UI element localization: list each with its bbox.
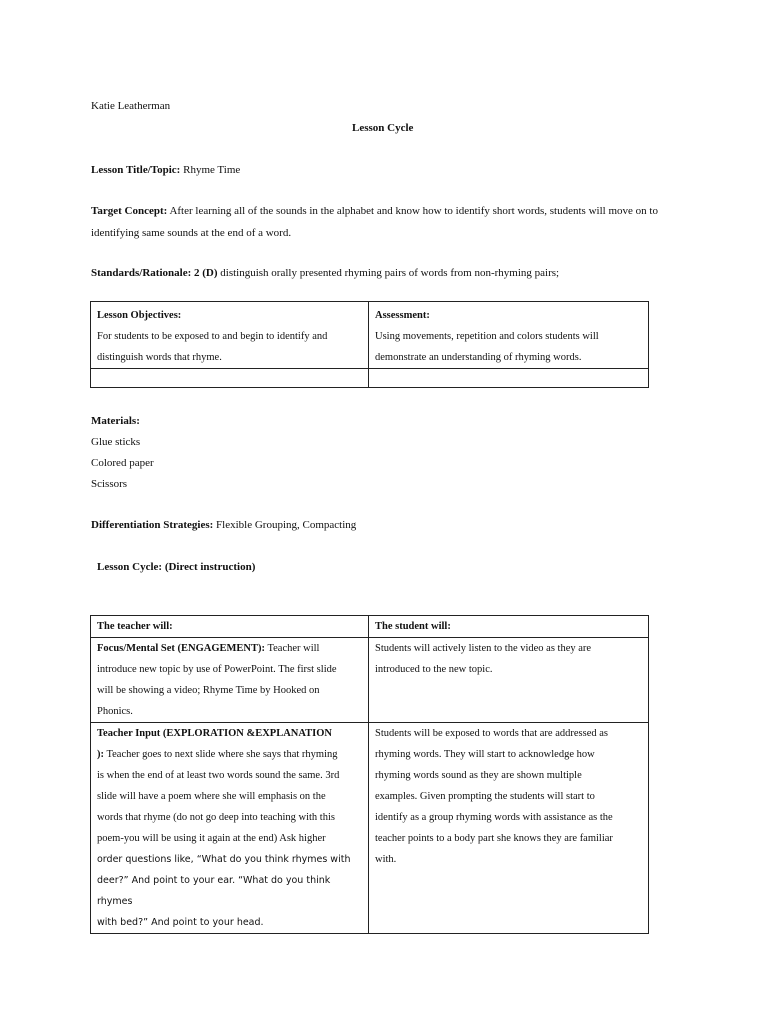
input-student-line: rhyming words sound as they are shown multiple [375, 770, 582, 781]
standards-label: Standards/Rationale: 2 (D) [91, 267, 218, 279]
assessment-line2: demonstrate an understanding of rhyming words. [375, 352, 582, 363]
input-student-line: identify as a group rhyming words with assistance as the [375, 812, 613, 823]
target-concept-row [91, 205, 658, 217]
focus-student-cell [369, 638, 649, 723]
lesson-title-row [91, 164, 240, 176]
assessment-cell [369, 302, 649, 369]
focus-student-line: Students will actively listen to the video as they are [375, 643, 592, 654]
lesson-cycle-table [90, 615, 649, 934]
assessment-header: Assessment: [375, 310, 430, 321]
target-concept-line2: identifying same sounds at the end of a word. [91, 227, 292, 239]
input-student-line: teacher points to a body part she knows they are familiar [375, 833, 613, 844]
focus-student-line: introduced to the new topic. [375, 664, 493, 675]
table-row [91, 302, 649, 369]
standards-value: distinguish orally presented rhyming pairs of words from non-rhyming pairs; [220, 267, 560, 279]
materials-label: Materials: [91, 415, 140, 427]
target-concept-label: Target Concept: [91, 205, 168, 217]
author-name: Katie Leatherman [91, 100, 171, 112]
differentiation-label: Differentiation Strategies: [91, 519, 214, 531]
lesson-title-value: Rhyme Time [183, 164, 241, 176]
input-teacher-line: is when the end of at least two words sound the same. 3rd [97, 770, 340, 781]
focus-teacher-line: introduce new topic by use of PowerPoint. The first slide [97, 664, 337, 675]
lesson-title-label: Lesson Title/Topic: [91, 164, 181, 176]
differentiation-row [91, 519, 356, 531]
input-teacher-line: Teacher goes to next slide where she says that rhyming [106, 749, 338, 760]
input-student-line: with. [375, 854, 397, 865]
assessment-line1: Using movements, repetition and colors students will [375, 331, 599, 342]
input-teacher-line: deer?” And point to your ear. “What do you think rhymes [97, 875, 331, 907]
lesson-cycle-heading: Lesson Cycle: (Direct instruction) [97, 561, 256, 573]
focus-label: Focus/Mental Set (ENGAGEMENT): [97, 643, 265, 654]
input-student-line: rhyming words. They will start to acknowledge how [375, 749, 595, 760]
input-teacher-line: order questions like, “What do you think rhymes with [97, 854, 351, 865]
materials-item: Scissors [91, 478, 128, 490]
input-teacher-cell [91, 723, 369, 934]
student-header: The student will: [369, 616, 649, 638]
empty-cell [91, 369, 369, 388]
input-teacher-line: with bed?” And point to your head. [97, 917, 264, 928]
table-row [91, 369, 649, 388]
differentiation-value: Flexible Grouping, Compacting [216, 519, 357, 531]
input-teacher-line: slide will have a poem where she will emphasis on the [97, 791, 326, 802]
input-student-line: examples. Given prompting the students will start to [375, 791, 595, 802]
input-teacher-line: poem-you will be using it again at the end) Ask higher [97, 833, 326, 844]
teacher-header: The teacher will: [91, 616, 369, 638]
document-title: Lesson Cycle [352, 122, 414, 134]
input-label: Teacher Input (EXPLORATION &EXPLANATION [97, 728, 333, 739]
objectives-table [90, 301, 649, 388]
materials-item: Colored paper [91, 457, 154, 469]
table-row [91, 723, 649, 934]
target-concept-line1: After learning all of the sounds in the alphabet and know how to identify short words, students will move on to [169, 205, 658, 217]
materials-item: Glue sticks [91, 436, 141, 448]
objectives-cell [91, 302, 369, 369]
input-student-cell [369, 723, 649, 934]
objectives-line2: distinguish words that rhyme. [97, 352, 222, 363]
input-label-end: ): [97, 749, 104, 760]
standards-row [91, 267, 559, 279]
input-student-line: Students will be exposed to words that are addressed as [375, 728, 608, 739]
empty-cell [369, 369, 649, 388]
table-row [91, 616, 649, 638]
input-teacher-line: words that rhyme (do not go deep into teaching with this [97, 812, 335, 823]
focus-teacher-line: Teacher will [267, 643, 320, 654]
focus-teacher-line: Phonics. [97, 706, 133, 717]
focus-teacher-line: will be showing a video; Rhyme Time by Hooked on [97, 685, 320, 696]
table-row [91, 638, 649, 723]
focus-teacher-cell [91, 638, 369, 723]
objectives-line1: For students to be exposed to and begin to identify and [97, 331, 328, 342]
objectives-header: Lesson Objectives: [97, 310, 182, 321]
